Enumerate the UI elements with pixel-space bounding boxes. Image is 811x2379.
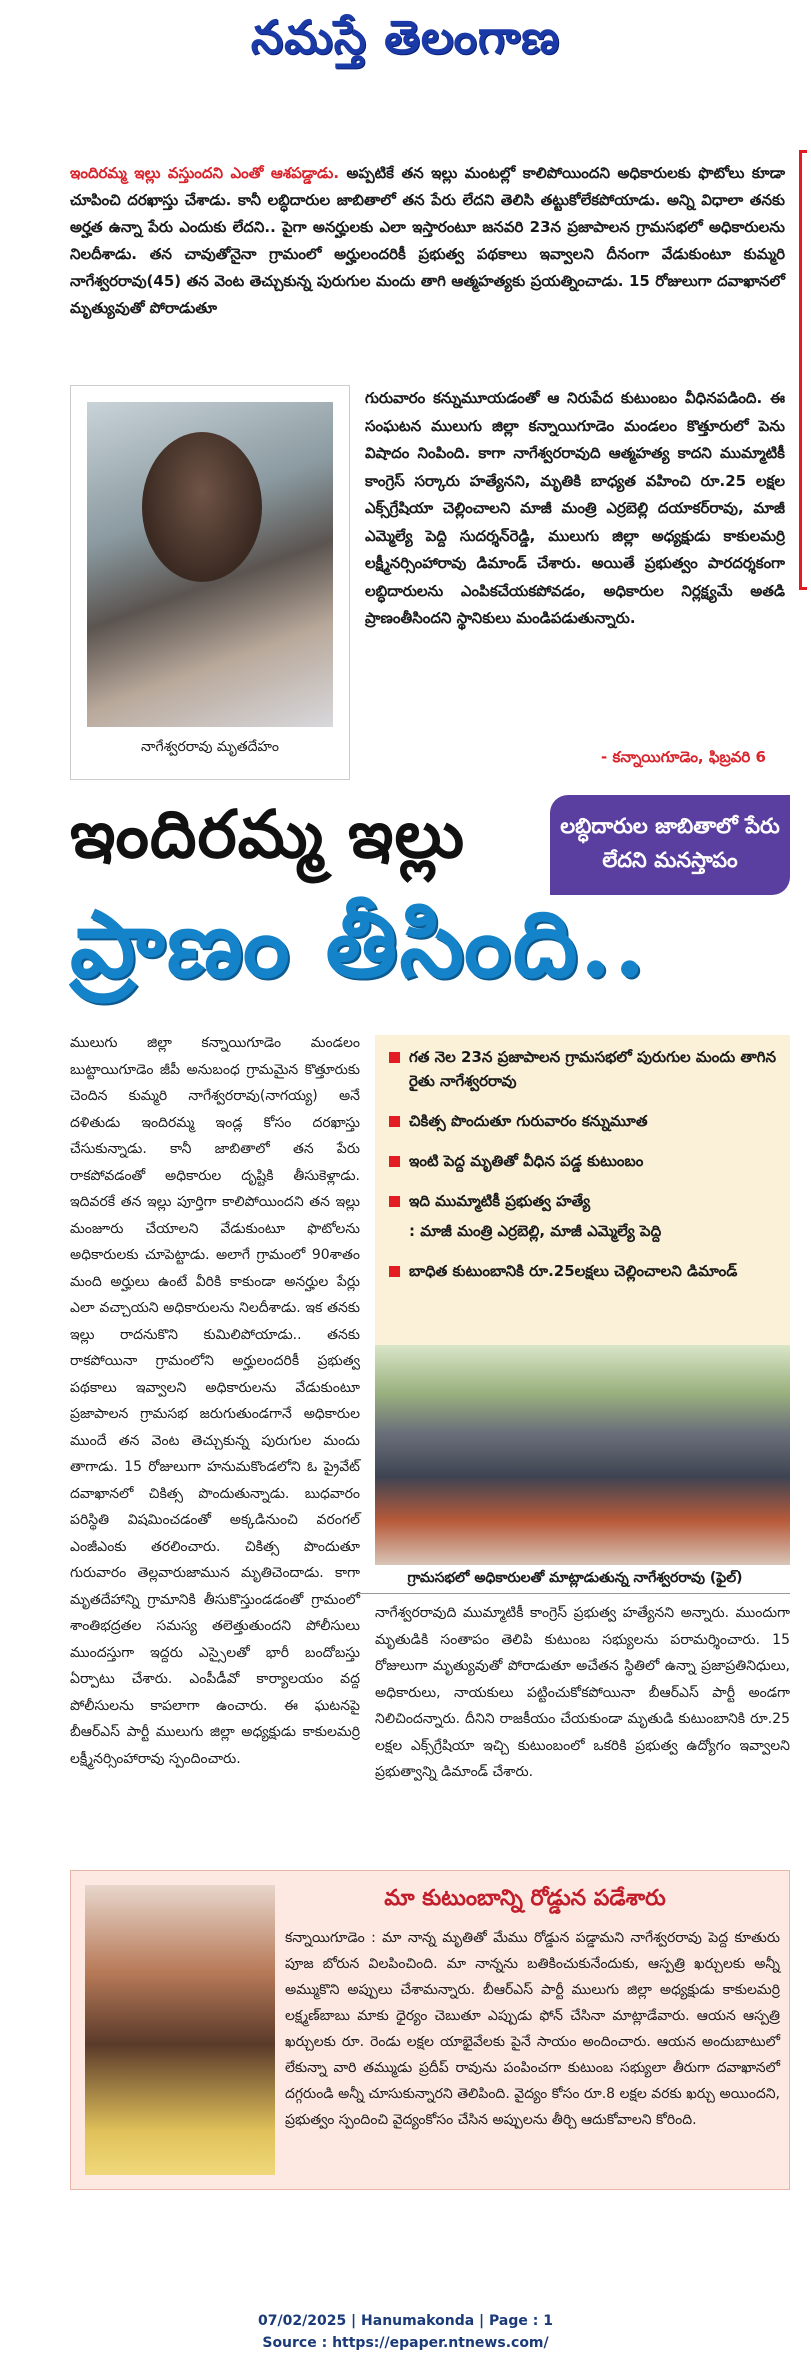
photo-deceased xyxy=(70,385,350,780)
page-footer xyxy=(0,2310,811,2354)
lead-paragraph-continued: గురువారం కన్నుమూయడంతో ఆ నిరుపేద కుటుంబం వీధినపడింది. ఈ సంఘటన ములుగు జిల్లా కన్నాయిగూడెం మండలం కొత్తూరులో పెను విషాదం నింపింది. కాగా నాగేశ్వరరావుది ఆత్మహత్య కాదని ముమ్మాటికీ కాంగ్రెస్ సర్కారు హత్యేనని, మృతికి బాధ్యత వహించి రూ.25 లక్షల ఎక్స్‌గ్రేషియా చెల్లించాలని మాజీ మంత్రి ఎర్రబెల్లి దయాకర్‌రావు, మాజీ ఎమ్మెల్యే పెద్ది సుదర్శన్‌రెడ్డి, ములుగు జిల్లా అధ్యక్షుడు కాకులమర్రి లక్ష్మీనర్సింహారావు డిమాండ్ చేశారు. అయితే ప్రభుత్వం పారదర్శకంగా లబ్ధిదారులను ఎంపికచేయకపోవడం, అధికారుల నిర్లక్ష్యమే అతడి ప్రాణంతీసిందని స్థానికులు మండిపడుతున్నారు. xyxy=(365,389,785,627)
headline-kicker: లబ్ధిదారుల జాబితాలో పేరు లేదని మనస్తాపం xyxy=(550,795,790,895)
article-body-column-2: నాగేశ్వరరావుది ముమ్మాటికీ కాంగ్రెస్ ప్రభుత్వ హత్యేనని అన్నారు. ముందుగా మృతుడికి సంతాపం తెలిపి కుటుంబ సభ్యులను పరామర్శించారు. 15 రోజులుగా మృత్యువుతో పోరాడుతూ అచేతన స్థితిలో ఉన్నా ప్రజాప్రతినిధులు, అధికారులు, నాయకులు పట్టించుకోకపోయినా బీఆర్ఎస్ పార్టీ అండగా నిలిచిందన్నారు. దీనిని రాజకీయం చేయకుండా మృతుడి కుటుంబానికి రూ.25 లక్షల ఎక్స్‌గ్రేషియా ఇచ్చి కుటుంబంలో ఒకరికి ప్రభుత్వ ఉద్యోగం ఇవ్వాలని ప్రభుత్వాన్ని డిమాండ్ చేశారు. xyxy=(375,1605,790,1780)
sidebar-story-text: కన్నాయిగూడెం : మా నాన్న మృతితో మేము రోడ్డున పడ్డామని నాగేశ్వరరావు పెద్ద కూతురు పూజ బోరున విలపించింది. మా నాన్నను బతికించుకునేందుకు, ఆస్పత్రి ఖర్చులకు అన్నీ అమ్ముకొని అప్పులు చేశామన్నారు. బీఆర్ఎస్ పార్టీ ములుగు జిల్లా అధ్యక్షుడు కాకులమర్రి లక్ష్మణ్‌బాబు మాకు ధైర్యం చెబుతూ ఎప్పుడు ఫోన్ చేసినా మాట్లాడేవారు. ఆయన ఆస్పత్రి ఖర్చులకు రూ. రెండు లక్షల యాభైవేలకు పైనే సాయం అందించారు. ఆయన అందుబాటులో లేకున్నా వారి తమ్ముడు ప్రదీప్ రావును పంపించగా కుటుంబ సభ్యులా తీరుగా దవాఖానలో దగ్గరుండి అన్నీ చూసుకున్నారని తెలిపింది. వైద్యం కోసం రూ.8 లక్షల వరకు ఖర్చు అయిందని, ప్రభుత్వం స్పందించి వైద్యంకోసం చేసిన అప్పులను తీర్చి ఆదుకోవాలని కోరింది. xyxy=(285,1930,780,2128)
side-accent-bar xyxy=(799,150,807,590)
photo-daughter xyxy=(85,1885,275,2175)
footer-source-link[interactable]: Source : https://epaper.ntnews.com/ xyxy=(262,2335,549,2351)
lead-text: అప్పటికే తన ఇల్లు మంటల్లో కాలిపోయిందని అధికారులకు ఫొటోలు కూడా చూపించి దరఖాస్తు చేశాడు. కానీ లబ్ధిదారుల జాబితాలో తన పేరు లేదని తెలిసి తట్టుకోలేకపోయాడు. అన్ని విధాలా తనకు అర్హత ఉన్నా పేరు ఎందుకు లేదని.. పైగా అనర్హులకు ఎలా ఇస్తారంటూ జనవరి 23న ప్రజాపాలన గ్రామసభలో అధికారులను నిలదీశాడు. తన చావుతోనైనా గ్రామంలో అర్హులందరికీ ప్రభుత్వ పథకాలు ఇవ్వాలని దీనంగా వేడుకుంటూ కుమ్మరి నాగేశ్వరరావు(45) తన వెంట తెచ్చుకున్న పురుగుల మందు తాగి ఆత్మహత్యకు ప్రయత్నించాడు. 15 రోజులుగా దవాఖానలో మృత్యువుతో పోరాడుతూ xyxy=(70,164,785,317)
highlight-item: ఇంటి పెద్ద మృతితో వీధిన పడ్డ కుటుంబం xyxy=(387,1149,780,1173)
article-body-column-1: ములుగు జిల్లా కన్నాయిగూడెం మండలం బుట్టాయిగూడెం జీపీ అనుబంధ గ్రామమైన కొత్తూరుకు చెందిన కుమ్మరి నాగేశ్వరరావు(నాగయ్య) అనే దళితుడు ఇందిరమ్మ ఇండ్ల కోసం దరఖాస్తు చేసుకున్నాడు. కానీ జాబితాలో తన పేరు రాకపోవడంతో అధికారుల దృష్టికి తీసుకెళ్లాడు. ఇదివరకే తన ఇల్లు పూర్తిగా కాలిపోయిందని తన ఇల్లు మంజూరు చేయాలని వేడుకుంటూ ఫొటోలను అధికారులకు చూపెట్టాడు. అలాగే గ్రామంలో 90శాతం మంది అర్హులు ఉంటే వీరికి కాకుండా అనర్హుల పేర్లు ఎలా వచ్చాయని అధికారులను నిలదీశాడు. ఇక తనకు ఇల్లు రాదనుకొని కుమిలిపోయాడు.. తనకు రాకపోయినా గ్రామంలోని అర్హులందరికీ ప్రభుత్వ పథకాలు ఇవ్వాలని అధికారులను వేడుకుంటూ ప్రజాపాలన గ్రామసభ జరుగుతుండగానే అధికారుల ముందే తన వెంట తెచ్చుకున్న పురుగుల మందు తాగాడు. 15 రోజులుగా హనుమకొండలోని ఓ ప్రైవేట్ దవాఖానలో చికిత్స పొందుతున్నాడు. బుధవారం పరిస్థితి విషమించడంతో అక్కడినుంచి వరంగల్ ఎంజీఎంకు తరలించారు. చికిత్స పొందుతూ గురువారం తెల్లవారుజామున మృతిచెందాడు. కాగా మృతదేహాన్ని గ్రామానికి తీసుకొస్తుండడంతో గ్రామంలో శాంతిభద్రతల సమస్య తలెత్తుతుందని పోలీసులు ముందస్తుగా ఇద్దరు ఎస్సైలతో భారీ బందోబస్తు ఏర్పాటు చేశారు. ఎంపీడీవో కార్యాలయం వద్ద పోలీసులను కాపలాగా ఉంచారు. ఈ ఘటనపై బీఆర్ఎస్ పార్టీ ములుగు జిల్లా అధ్యక్షుడు కాకులమర్రి లక్ష్మీనర్సింహారావు స్పందించారు. xyxy=(70,1035,360,1767)
footer-date-edition: 07/02/2025 | Hanumakonda | Page : 1 xyxy=(258,2313,553,2329)
sidebar-story-title: మా కుటుంబాన్ని రోడ్డున పడేశారు xyxy=(384,1885,666,1911)
highlight-item: ఇది ముమ్మాటికీ ప్రభుత్వ హత్యే xyxy=(387,1189,780,1213)
dateline: - కన్నాయిగూడెం, ఫిబ్రవరి 6 xyxy=(601,748,766,766)
highlight-item: బాధిత కుటుంబానికి రూ.25లక్షలు చెల్లించాలని డిమాండ్ xyxy=(387,1259,780,1283)
masthead-logo: నమస్తే తెలంగాణ xyxy=(250,10,561,64)
headline-line-2: ప్రాణం తీసింది.. xyxy=(70,890,648,998)
headline-line-1: ఇందిరమ్మ ఇల్లు xyxy=(70,795,466,873)
photo-gram-sabha-caption: గ్రామసభలో అధికారులతో మాట్లాడుతున్న నాగేశ్వరరావు (ఫైల్) xyxy=(360,1570,790,1594)
lead-paragraph xyxy=(70,160,785,322)
photo-gram-sabha xyxy=(375,1345,790,1565)
highlights-box xyxy=(375,1035,790,1345)
photo-deceased-caption: నాగేశ్వరరావు మృతదేహం xyxy=(141,739,279,755)
highlight-item: : మాజీ మంత్రి ఎర్రబెల్లి, మాజీ ఎమ్మెల్యే పెద్ది xyxy=(409,1222,662,1240)
lead-highlight: ఇందిరమ్మ ఇల్లు వస్తుందని ఎంతో ఆశపడ్డాడు. xyxy=(70,164,340,182)
highlight-item: గత నెల 23న ప్రజాపాలన గ్రామసభలో పురుగుల మందు తాగిన రైతు నాగేశ్వరరావు xyxy=(387,1045,780,1093)
highlight-item: చికిత్స పొందుతూ గురువారం కన్నుమూత xyxy=(387,1109,780,1133)
photo-deceased-image xyxy=(87,402,333,727)
